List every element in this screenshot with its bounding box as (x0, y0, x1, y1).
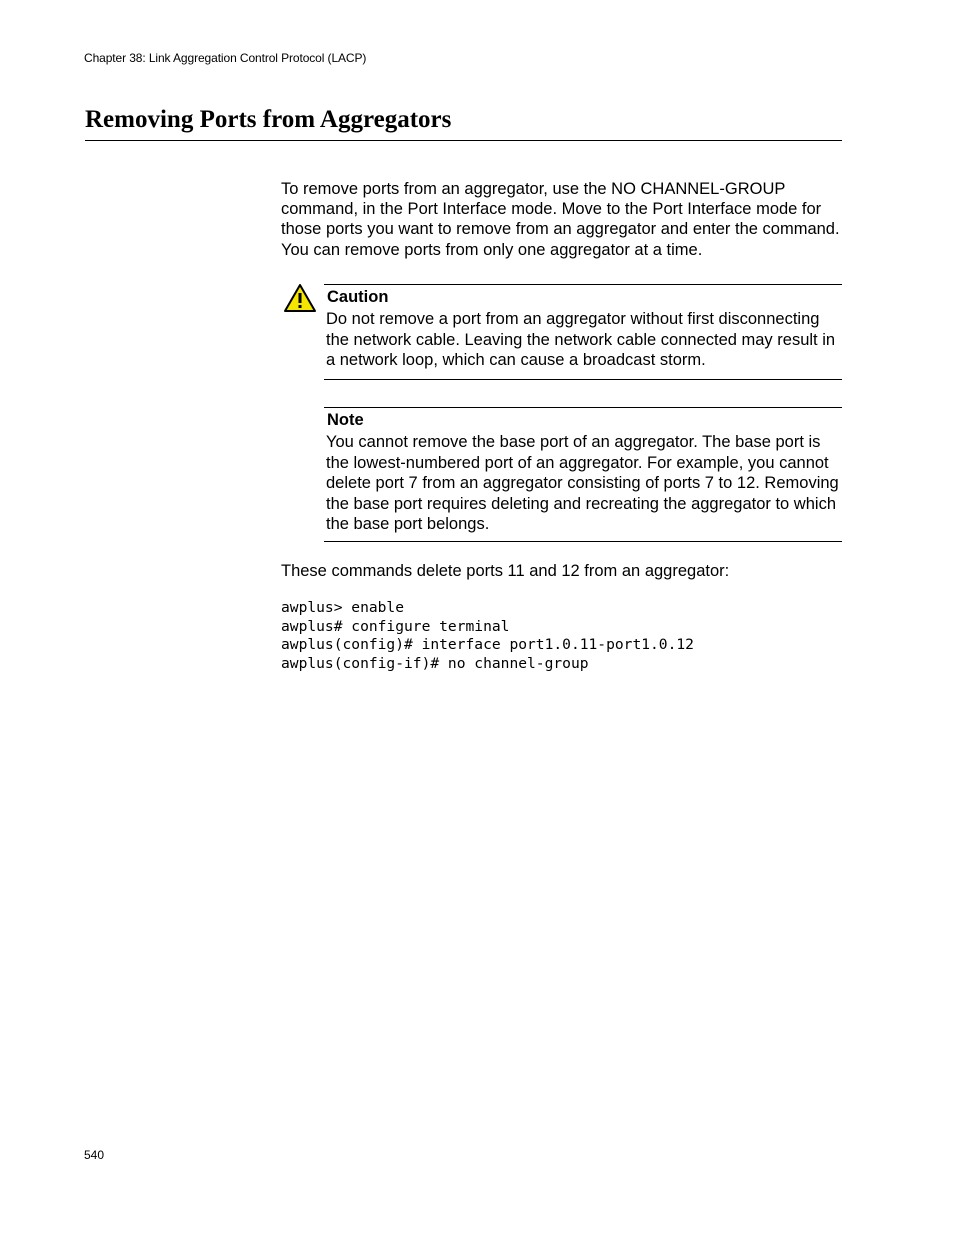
caution-text: Do not remove a port from an aggregator without first disconnecting the network cable. Leaving the network cable connected may result in a network loop, which can cause a broadcast storm. (326, 310, 836, 369)
code-line: awplus> enable (281, 599, 405, 616)
warning-triangle-icon (283, 283, 317, 313)
code-line: awplus# configure terminal (281, 617, 510, 635)
running-header: Chapter 38: Link Aggregation Control Protocol (LACP) (84, 51, 367, 65)
note-box (324, 407, 842, 542)
intro-paragraph: To remove ports from an aggregator, use the NO CHANNEL-GROUP command, in the Port Interface mode. Move to the Port Interface mode for those ports you want to remove from an aggregator and enter the command. You can remove ports from only one aggregator at a time. (281, 180, 840, 259)
caution-box (324, 284, 842, 380)
caution-heading: Caution (327, 288, 389, 306)
code-line: awplus(config)# interface port1.0.11-port1.0.12 (281, 636, 694, 654)
commands-intro: These commands delete ports 11 and 12 from an aggregator: (281, 562, 730, 580)
note-text: You cannot remove the base port of an aggregator. The base port is the lowest-numbered port of an aggregator. For example, you cannot delete port 7 from an aggregator consisting of ports 7 to 12. Removing the base port requires deleting and recreating the aggregator to which the base port belongs. (326, 433, 839, 533)
code-line: awplus(config-if)# no channel-group (281, 655, 589, 673)
page-number: 540 (84, 1148, 105, 1162)
note-heading: Note (327, 411, 364, 429)
section-title: Removing Ports from Aggregators (85, 106, 452, 133)
code-block (281, 599, 694, 674)
title-rule (85, 140, 842, 141)
